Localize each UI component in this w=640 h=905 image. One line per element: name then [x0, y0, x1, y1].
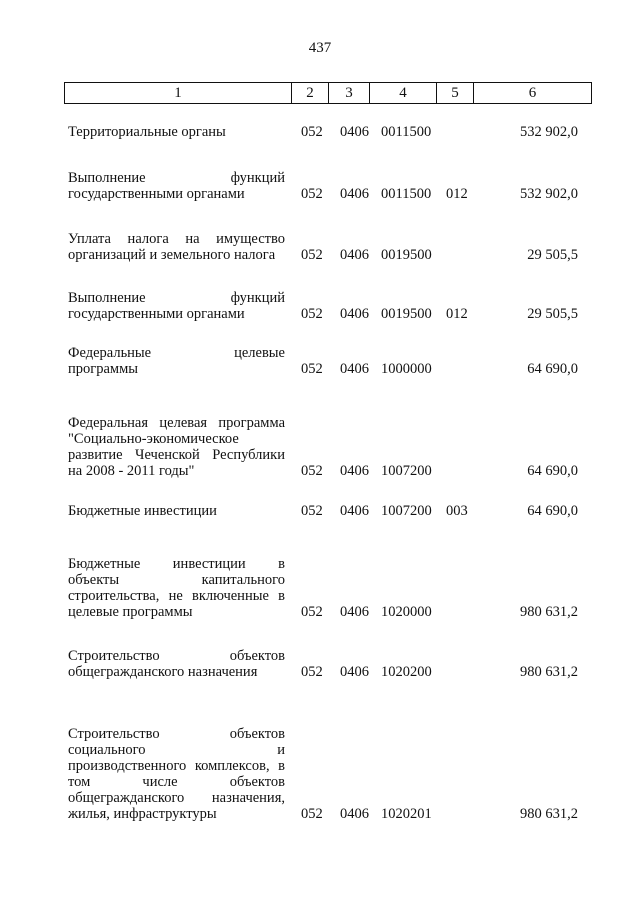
- row-column-5: 012: [446, 186, 468, 202]
- row-column-3: 0406: [340, 247, 369, 263]
- table-row: [0, 556, 640, 620]
- row-name-line: Федеральная целевая программа: [68, 415, 285, 431]
- row-column-4: 1007200: [381, 503, 432, 519]
- row-column-6: 980 631,2: [520, 604, 578, 620]
- row-name-line: социального и: [68, 742, 285, 758]
- row-name-line: строительства, не включенные в: [68, 588, 285, 604]
- row-column-4: 0011500: [381, 124, 432, 140]
- row-column-4: 1020200: [381, 664, 432, 680]
- row-name-line: Бюджетные инвестиции: [68, 503, 217, 519]
- row-name: [68, 556, 285, 620]
- table-row: [0, 231, 640, 263]
- header-col-5: 5: [437, 83, 474, 104]
- row-name-line: общегражданского назначения,: [68, 790, 285, 806]
- row-name-line: государственными органами: [68, 186, 245, 202]
- row-name-line: производственного комплексов, в: [68, 758, 285, 774]
- row-column-2: 052: [301, 806, 323, 822]
- row-column-4: 1020201: [381, 806, 432, 822]
- row-column-2: 052: [301, 463, 323, 479]
- row-column-3: 0406: [340, 361, 369, 377]
- row-column-4: 1007200: [381, 463, 432, 479]
- header-col-4: 4: [370, 83, 437, 104]
- row-column-6: 980 631,2: [520, 664, 578, 680]
- row-column-3: 0406: [340, 664, 369, 680]
- table-row: [0, 503, 640, 519]
- row-column-5: 003: [446, 503, 468, 519]
- row-name-line: на 2008 - 2011 годы": [68, 463, 195, 479]
- row-name-line: целевые программы: [68, 604, 193, 620]
- row-column-6: 64 690,0: [527, 503, 578, 519]
- row-column-4: 1000000: [381, 361, 432, 377]
- row-column-4: 0019500: [381, 247, 432, 263]
- row-column-2: 052: [301, 124, 323, 140]
- row-name-line: объекты капитального: [68, 572, 285, 588]
- row-name-line: государственными органами: [68, 306, 245, 322]
- row-column-2: 052: [301, 503, 323, 519]
- page-number: 437: [308, 40, 332, 56]
- row-column-2: 052: [301, 306, 323, 322]
- row-column-2: 052: [301, 664, 323, 680]
- table-row: [0, 415, 640, 479]
- row-name-line: общегражданского назначения: [68, 664, 258, 680]
- column-header-table: [64, 82, 592, 104]
- row-column-6: 980 631,2: [520, 806, 578, 822]
- row-column-4: 0011500: [381, 186, 432, 202]
- row-column-2: 052: [301, 361, 323, 377]
- row-name-line: развитие Чеченской Республики: [68, 447, 285, 463]
- row-name: [68, 415, 285, 479]
- row-name-line: организаций и земельного налога: [68, 247, 276, 263]
- row-column-4: 0019500: [381, 306, 432, 322]
- row-column-3: 0406: [340, 463, 369, 479]
- row-column-2: 052: [301, 247, 323, 263]
- row-name: [68, 124, 285, 140]
- table-row: [0, 648, 640, 680]
- row-name-line: Выполнение функций: [68, 290, 285, 306]
- row-name-line: Территориальные органы: [68, 124, 226, 140]
- row-column-2: 052: [301, 604, 323, 620]
- row-name-line: жилья, инфраструктуры: [68, 806, 217, 822]
- row-column-6: 532 902,0: [520, 124, 578, 140]
- row-name-line: программы: [68, 361, 138, 377]
- row-name: [68, 170, 285, 202]
- row-name-line: Федеральные целевые: [68, 345, 285, 361]
- header-col-1: 1: [65, 83, 292, 104]
- row-column-3: 0406: [340, 806, 369, 822]
- table-row: [0, 726, 640, 822]
- row-name: [68, 648, 285, 680]
- header-col-6: 6: [474, 83, 592, 104]
- row-name: [68, 345, 285, 377]
- table-row: [0, 290, 640, 322]
- row-name-line: Строительство объектов: [68, 726, 285, 742]
- row-column-6: 29 505,5: [527, 306, 578, 322]
- row-column-3: 0406: [340, 186, 369, 202]
- row-column-3: 0406: [340, 124, 369, 140]
- table-row: [0, 170, 640, 202]
- row-column-3: 0406: [340, 306, 369, 322]
- row-name: [68, 231, 285, 263]
- row-column-6: 64 690,0: [527, 463, 578, 479]
- header-col-2: 2: [292, 83, 329, 104]
- row-name: [68, 726, 285, 822]
- row-column-6: 64 690,0: [527, 361, 578, 377]
- row-column-3: 0406: [340, 503, 369, 519]
- row-name: [68, 503, 285, 519]
- table-row: [0, 124, 640, 140]
- row-name: [68, 290, 285, 322]
- row-name-line: Уплата налога на имущество: [68, 231, 285, 247]
- row-name-line: "Социально-экономическое: [68, 431, 239, 447]
- row-column-6: 29 505,5: [527, 247, 578, 263]
- row-name-line: Выполнение функций: [68, 170, 285, 186]
- row-column-5: 012: [446, 306, 468, 322]
- table-row: [0, 345, 640, 377]
- row-column-3: 0406: [340, 604, 369, 620]
- row-name-line: Бюджетные инвестиции в: [68, 556, 285, 572]
- header-col-3: 3: [329, 83, 370, 104]
- row-column-2: 052: [301, 186, 323, 202]
- row-name-line: том числе объектов: [68, 774, 285, 790]
- row-name-line: Строительство объектов: [68, 648, 285, 664]
- row-column-4: 1020000: [381, 604, 432, 620]
- row-column-6: 532 902,0: [520, 186, 578, 202]
